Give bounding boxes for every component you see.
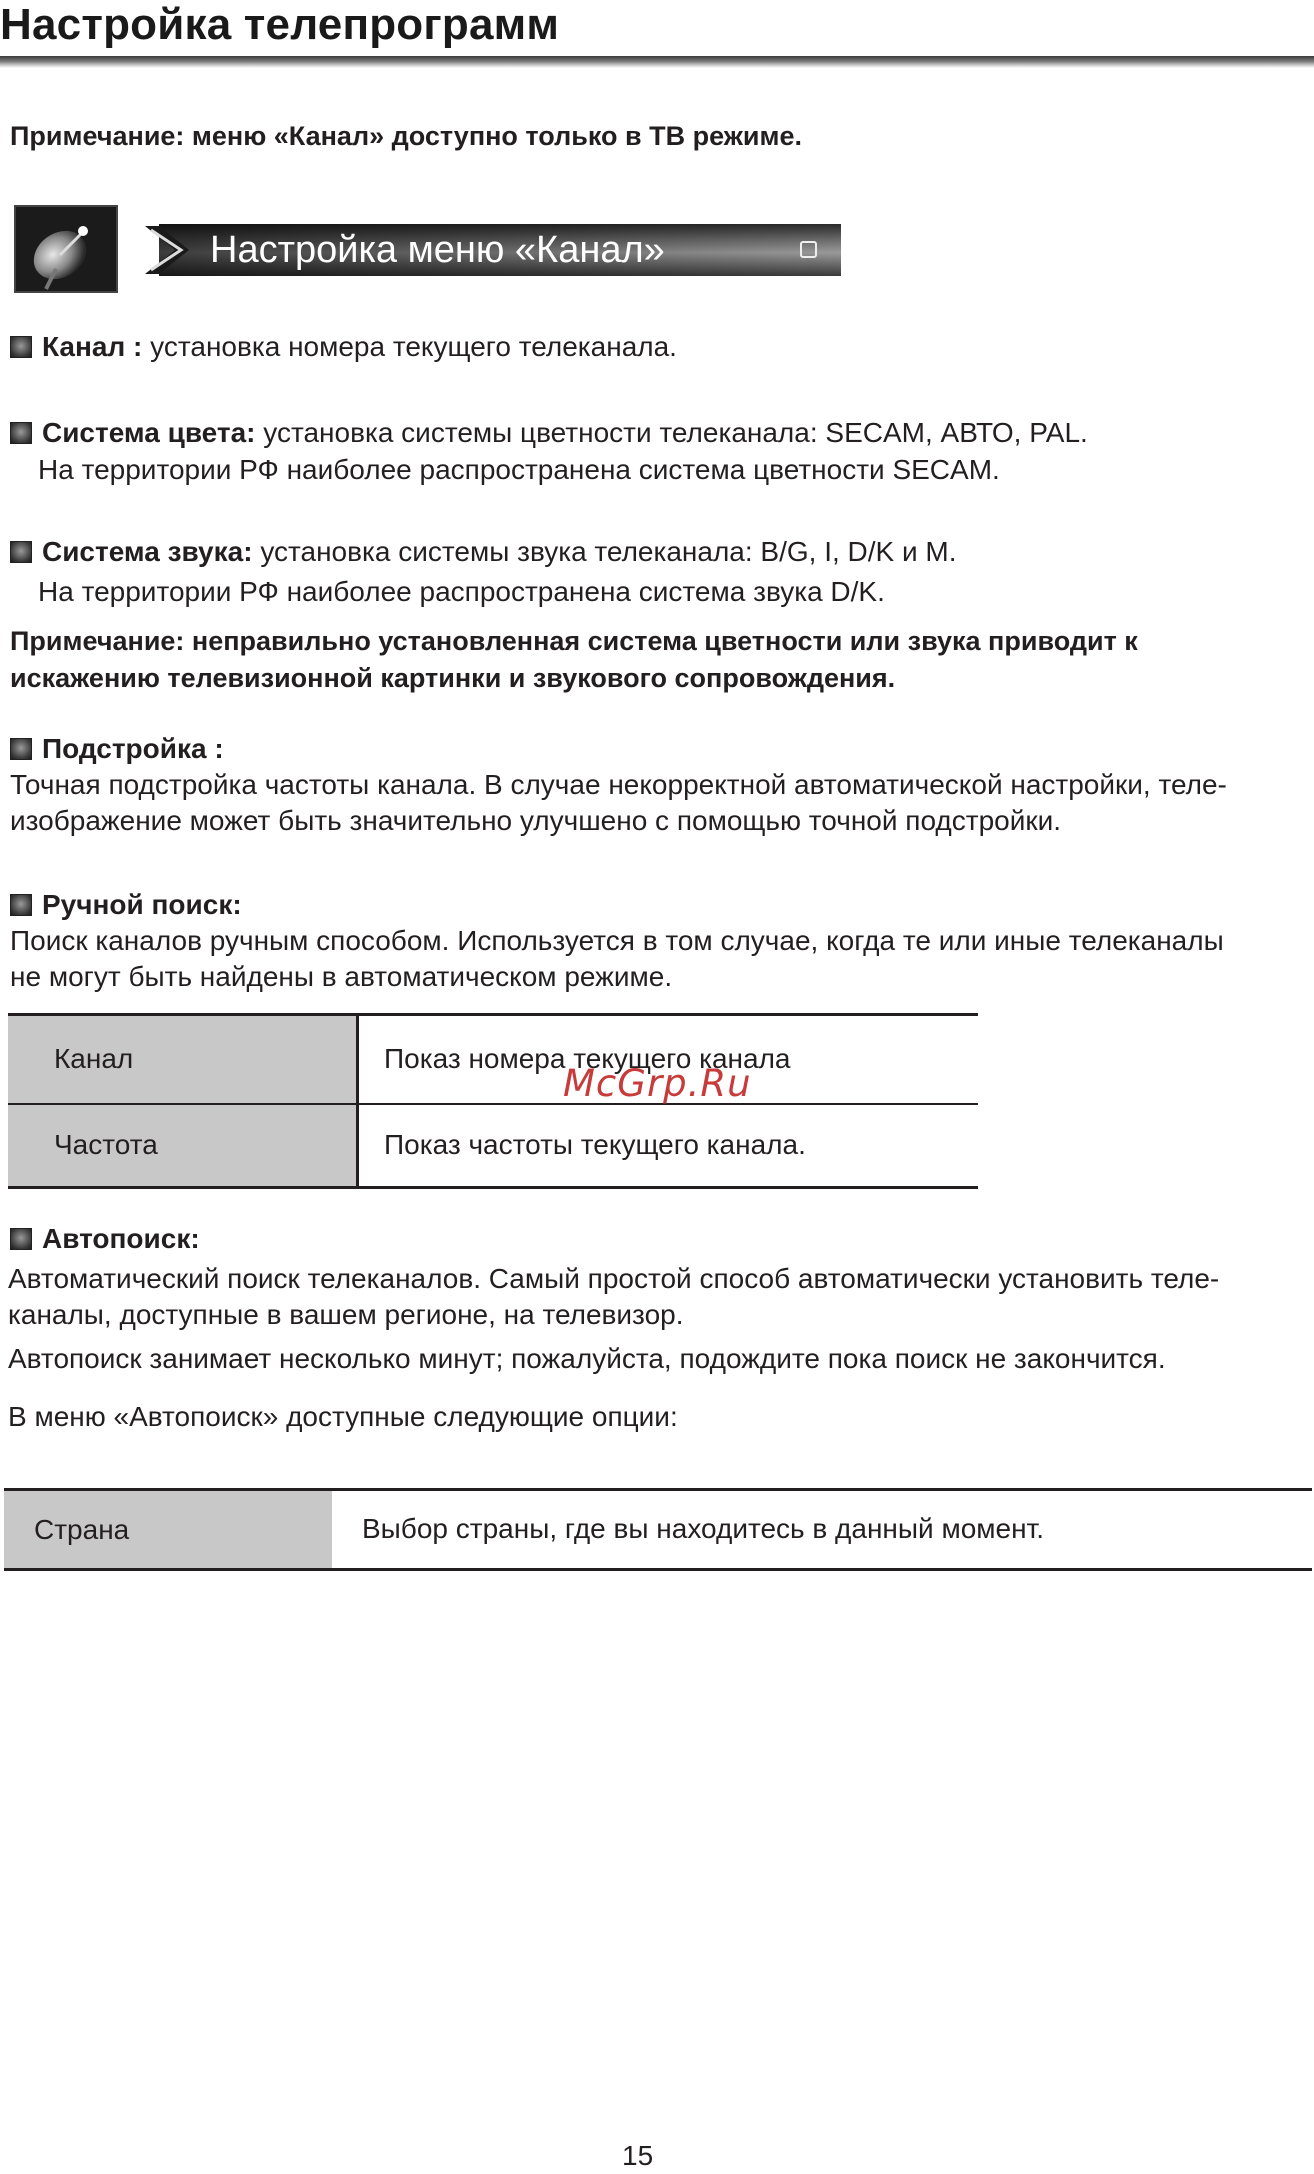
section-head: Автопоиск: [42,1223,200,1254]
auto-search-table [4,1488,1312,1571]
table-cell-name: Частота [8,1104,358,1188]
section-fine-tune [10,730,224,767]
table-row [8,1104,978,1188]
section-head: Система цвета: [42,417,256,448]
table-cell-desc: Показ номера текущего канала [384,1043,791,1075]
fine-line1: Точная подстройка частоты канала. В случае некорректной автоматической настройки, теле- [10,769,1227,800]
manual-search-table [8,1013,978,1189]
section-channel [10,328,677,365]
bullet-icon [10,422,32,444]
section-auto-search [10,1220,200,1257]
note-mid-line1: Примечание: неправильно установленная система цветности или звука приводит к [10,626,1138,656]
table-row [4,1490,1312,1570]
bullet-icon [10,541,32,563]
square-icon [800,241,817,258]
fine-line2: изображение может быть значительно улучшено с помощью точной подстройки. [10,805,1062,836]
manual-line1: Поиск каналов ручным способом. Используется в том случае, когда те или иные телеканалы [10,925,1224,956]
section-text: установка номера текущего телеканала. [150,331,677,362]
bullet-icon [10,336,32,358]
note-top: Примечание: меню «Канал» доступно только в ТВ режиме. [10,121,802,151]
table-cell-desc: Показ частоты текущего канала. [384,1129,806,1161]
sound-note: На территории РФ наиболее распространена система звука D/K. [38,576,885,607]
auto-line1: Автоматический поиск телеканалов. Самый простой способ автоматически установить теле- [8,1263,1220,1294]
section-text: установка системы звука телеканала: B/G, I, D/K и М. [260,536,957,567]
page-number: 15 [622,2140,654,2171]
note-mid-line2: искажению телевизионной картинки и звукового сопровождения. [10,663,896,693]
section-sound [10,533,957,570]
banner-label: Настройка меню «Канал» [210,229,665,271]
manual-line2: не могут быть найдены в автоматическом режиме. [10,961,673,992]
section-manual-search [10,886,242,923]
color-note: На территории РФ наиболее распространена система цветности SECAM. [38,454,1000,485]
table-row [8,1015,978,1104]
satellite-dish-icon [14,205,118,293]
table-cell-name: Страна [4,1490,332,1570]
page-title: Настройка телепрограмм [0,0,560,49]
watermark: McGrp.Ru [563,1062,752,1105]
section-head: Ручной поиск: [42,889,242,920]
auto-line3: Автопоиск занимает несколько минут; пожалуйста, подождите пока поиск не закончится. [8,1343,1166,1374]
section-head: Канал : [42,331,143,362]
table-cell-name: Канал [8,1015,358,1104]
table-cell-desc: Выбор страны, где вы находитесь в данный момент. [362,1513,1045,1544]
bullet-icon [10,894,32,916]
auto-line2: каналы, доступные в вашем регионе, на телевизор. [8,1299,684,1330]
bullet-icon [10,738,32,760]
section-head: Подстройка : [42,733,224,764]
section-text: установка системы цветности телеканала: SECAM, АВТО, PAL. [263,417,1088,448]
auto-line4: В меню «Автопоиск» доступные следующие опции: [8,1401,678,1432]
bullet-icon [10,1228,32,1250]
section-color [10,414,1088,451]
section-head: Система звука: [42,536,253,567]
title-rule [0,56,1314,68]
